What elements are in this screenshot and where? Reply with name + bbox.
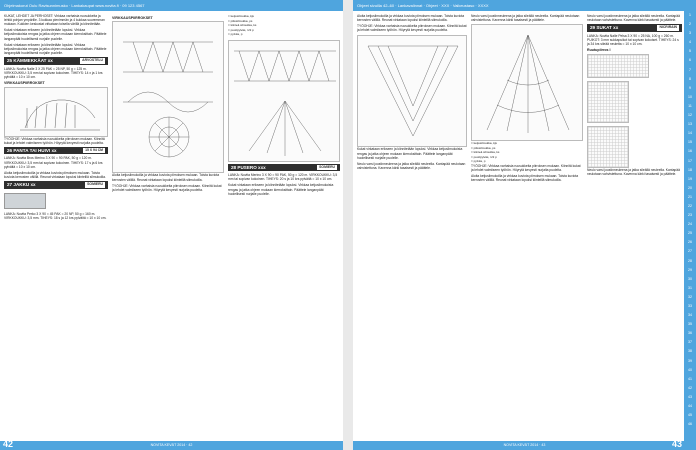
- rail-index-11: 11: [688, 103, 692, 108]
- header-bar-right: Ohjeet sivuilla 42–60 · Lankavalinnat · Ohjeet · XXX · Vaikeustaso · XXXX: [353, 0, 696, 11]
- rail-index-24: 24: [688, 222, 692, 227]
- body-text-8: TYÖOHJE: Virkkaa varhaisia ruusukkeita piirroksen mukaan. Kiinnitä kukat ja lehdet valmiiseen työhön. Höyrytä kevyesti nurjalta puolelta.: [357, 24, 467, 33]
- knit-chart-1: [587, 54, 649, 78]
- rail-index-23: 23: [688, 213, 692, 218]
- rail-index-36: 36: [688, 331, 692, 336]
- rail-index-14: 14: [688, 131, 692, 136]
- page-number-right: 43: [671, 438, 682, 449]
- section-25-header: 25 KÄMMEKKÄAT xx ARVOSTELU: [4, 57, 108, 65]
- crochet-diagram-25: [4, 87, 108, 137]
- rail-index-16: 16: [688, 149, 692, 154]
- body-text-1b: Kukat virkataan erikseen ja kiinnitetään lopuksi. Virkkaa ketjusilmukoista rengas ja jatka ohjeen mukaan kierroksittain. Päättele langanpäät huolellisesti nurjalle puolelle.: [4, 42, 107, 55]
- stitch-legend: [228, 14, 340, 37]
- rail-index-19: 19: [688, 176, 692, 181]
- rail-index-3: 3: [689, 31, 691, 36]
- body-text-14: Neulo varsi joustinneuleena ja jatka sileällä neuleella. Kantapää neulotaan vahvistettuna. Kavenna kärki tasaisesti ja päättele.: [587, 14, 680, 23]
- rail-index-44: 44: [688, 404, 692, 409]
- rail-index-34: 34: [688, 313, 692, 318]
- rail-index-7: 7: [689, 67, 691, 72]
- crochet-diagram-5: [471, 24, 583, 141]
- legend-entry: = kiinteä silmukka, ks: [228, 23, 257, 27]
- crochet-diagram-3: [228, 40, 340, 162]
- knit-chart-3: [587, 126, 629, 168]
- body-text-7: Aloita ketjusilmukoilla ja virkkaa kuviota piirroksen mukaan. Toista kuviota kerrosten välillä. Reunat virkataan lopuksi kiinteillä silmukoilla.: [357, 14, 465, 23]
- rail-index-46: 46: [688, 422, 692, 427]
- rail-index-4: 4: [689, 40, 691, 45]
- rail-index-42: 42: [688, 385, 692, 390]
- rail-index-21: 21: [688, 194, 692, 199]
- section-27-materials: LANKA: Novita Perko 3 X 90 = 45 PAK = 20 NP, 50 g = 160 m. VIRKKOUKKU: 3,5 mm. TIHEYS: 18 s ja 12 krs pylväitä = 10 x 10 cm.: [4, 211, 107, 220]
- rail-index-6: 6: [689, 58, 691, 63]
- knit-chart-2: [587, 81, 629, 123]
- left-column-1: [4, 14, 108, 438]
- body-text-15: Neulo varsi joustinneuleena ja jatka sileällä neuleella. Kantapää neulotaan vahvistettuna. Kavenna kärki tasaisesti ja päättele.: [587, 167, 680, 176]
- rail-index-39: 39: [688, 358, 692, 363]
- left-column-3: [228, 14, 340, 438]
- section-26-materials: LANKA: Novita Bros Merino 3 X 90 = 90 PAK, 50 g = 120 m. VIRKKOUKKU: 3,5 mm tai sopivan kokoinen. TIHEYS: 17 s ja 6 krs pylväitä = 10 x 10 cm.: [4, 156, 103, 169]
- legend-entry: = pylväs, p: [228, 32, 243, 36]
- rail-index-28: 28: [688, 258, 692, 263]
- rail-index-29: 29: [688, 267, 692, 272]
- rail-index-10: 10: [688, 94, 692, 99]
- body-text-6: Kukat virkataan erikseen ja kiinnitetään lopuksi. Virkkaa ketjusilmukoista rengas ja jatka ohjeen mukaan kierroksittain. Päättele langanpäät huolellisesti nurjalle puolelle.: [228, 183, 334, 196]
- diagram-25-label: VIRKKAUSPIIRROKSET: [4, 81, 45, 86]
- intro-text: KUKAT, LEHDET JA PERHOSET: Virkkaa varhaisia ruusukkeita ja lehtiä pohjan ympärille. 3 kukkaa pienimmän ja 4 kukkaa suuremman mukaan. Kukkien keskustat virkataan toisella värillä ja kiinnitetään.: [4, 14, 105, 27]
- stitch-legend-2: [471, 141, 583, 164]
- crochet-diagram-4: [357, 35, 467, 147]
- page-number-left: 42: [3, 438, 14, 449]
- section-25-materials: LANKA: Novita Nalle 3 X 25 PAK = 25 NP, 50 g = 125 m. VIRKKOUKKU: 3,5 mm tai sopivan kokoinen. TIHEYS: 14 x ja 1 krs pylväitä = 10 x 10 cm.: [4, 66, 103, 79]
- section-27-header: 27 JAKKU xx SOMIERU: [4, 181, 108, 189]
- rail-index-5: 5: [689, 49, 691, 54]
- rail-index-8: 8: [689, 76, 691, 81]
- rail-index-45: 45: [688, 413, 692, 418]
- left-column-2: [112, 14, 224, 438]
- legend-entry: = piilosilmukka, ps: [228, 18, 253, 23]
- rail-index-13: 13: [688, 122, 692, 127]
- rail-index-15: 15: [688, 140, 692, 145]
- rail-index-43: 43: [688, 394, 692, 399]
- rail-index-12: 12: [688, 113, 692, 118]
- index-rail: [684, 11, 696, 441]
- rail-index-9: 9: [689, 85, 691, 90]
- legend-entry: = kiinteä silmukka, ks: [471, 150, 500, 155]
- legend-entry: = ketjusilmukka, kjs: [228, 14, 254, 18]
- body-text-5: TYÖOHJE: Virkkaa varhaisia ruusukkeita piirroksen mukaan. Kiinnitä kukat ja lehdet valmiiseen työhön. Höyrytä kevyesti nurjalta puolelta.: [112, 183, 222, 192]
- body-text-4: Aloita ketjusilmukoilla ja virkkaa kuviota piirroksen mukaan. Toista kuviota kerrosten välillä. Reunat virkataan lopuksi kiinteillä silmukoilla.: [112, 173, 220, 182]
- rail-index-22: 22: [688, 203, 692, 208]
- crochet-diagram-main: [112, 21, 224, 173]
- body-text-13: Aloita ketjusilmukoilla ja virkkaa kuviota piirroksen mukaan. Toista kuviota kerrosten välillä. Reunat virkataan lopuksi kiinteillä silmukoilla.: [471, 173, 579, 183]
- right-column-3: [587, 14, 682, 438]
- diagram-label-2: VIRKKAUSPIIRROKSET: [112, 16, 153, 20]
- legend-entry: = piilosilmukka, ps: [471, 145, 496, 150]
- rail-index-32: 32: [688, 294, 692, 299]
- rail-index-33: 33: [688, 304, 692, 308]
- body-text-9: Kukat virkataan erikseen ja kiinnitetään lopuksi. Virkkaa ketjusilmukoista rengas ja jatka ohjeen mukaan kierroksittain. Päättele langanpäät huolellisesti nurjalle puolelle.: [357, 147, 463, 160]
- right-column-2: [471, 14, 583, 438]
- rail-index-27: 27: [688, 249, 692, 254]
- legend-entry: = pylväs, p: [471, 159, 486, 164]
- rail-index-17: 17: [688, 158, 692, 163]
- rail-index-31: 31: [688, 285, 692, 290]
- body-text-3: Aloita ketjusilmukoilla ja virkkaa kuviota piirroksen mukaan. Toista kuviota kerrosten välillä. Reunat virkataan lopuksi kiinteillä silmukoilla.: [4, 170, 106, 179]
- rail-index-37: 37: [688, 340, 692, 345]
- section-29-header: 29 SUKAT xx NICRIRAIN: [587, 24, 682, 32]
- footer-right: NOVITA KEVÄT 2014 · 43: [353, 441, 696, 450]
- rail-index-1: 1: [689, 13, 691, 17]
- section-28-header: 28 PUSERO xxx SOMIERU: [228, 164, 340, 172]
- rail-index-18: 18: [688, 167, 692, 172]
- rail-index-38: 38: [688, 349, 692, 354]
- rail-index-41: 41: [688, 376, 692, 381]
- footer-left: NOVITA KEVÄT 2014 · 42: [0, 441, 343, 450]
- rail-index-25: 25: [688, 231, 692, 236]
- rail-index-2: 2: [689, 22, 691, 27]
- rail-index-40: 40: [688, 367, 692, 372]
- right-column-1: [357, 14, 467, 438]
- section-28-materials: LANKA: Novita Merino 3 X 90 = 90 PAK, 50 g = 120 m. VIRKKOUKKU: 3,5 mm tai sopivan kokoinen. TIHEYS: 20 s ja 10 krs pylväitä = 10 x 10 cm.: [228, 173, 338, 182]
- jacket-sketch: [4, 193, 46, 209]
- header-bar-left: Ohjelmakorut Oulu Ravisunnimusko · Lankakaupat www.novita.fi · 09 123 4567: [0, 0, 343, 11]
- page-gutter: [343, 0, 353, 450]
- body-text-1: Kukat virkataan erikseen ja kiinnitetään lopuksi. Virkkaa ketjusilmukoista rengas ja jatka ohjeen mukaan kierroksittain. Päättele langanpäät huolellisesti nurjalle puolelle.: [4, 28, 107, 41]
- rail-index-35: 35: [688, 322, 692, 327]
- rail-index-30: 30: [688, 276, 692, 281]
- rail-index-20: 20: [688, 185, 692, 190]
- legend-entry: = puolipylväs, 1/2 p: [228, 27, 254, 32]
- rail-index-26: 26: [688, 240, 692, 245]
- body-text-2: TYÖOHJE: Virkkaa varhaisia ruusukkeita piirroksen mukaan. Kiinnitä kukat ja lehdet valmiiseen työhön. Höyrytä kevyesti nurjalta puolelta.: [4, 136, 105, 145]
- chart-label-29: Ruutupiirros I: [587, 48, 611, 53]
- legend-entry: = puolipylväs, 1/2 p: [471, 154, 497, 159]
- section-29-materials: LANKA: Novita Nalle Pelsa 3 X 90 = 25 NA, 100 g = 260 m. PUIKOT: 3 mm sukkapuikot tai sopivan kokoiset. TIHEYS: 24 s ja 34 krs sileää neuletta = 10 x 10 cm.: [587, 33, 679, 47]
- body-text-10: Neulo varsi joustinneuleena ja jatka sileällä neuleella. Kantapää neulotaan vahvistettuna. Kavenna kärki tasaisesti ja päättele.: [357, 161, 466, 170]
- section-26-header: 26 PANTA TAI HUIVI xx 15 X 94 CM: [4, 147, 108, 155]
- legend-entry: = ketjusilmukka, kjs: [471, 141, 497, 146]
- body-text-11: Neulo varsi joustinneuleena ja jatka sileällä neuleella. Kantapää neulotaan vahvistettuna. Kavenna kärki tasaisesti ja päättele.: [471, 14, 580, 23]
- body-text-12: TYÖOHJE: Virkkaa varhaisia ruusukkeita piirroksen mukaan. Kiinnitä kukat ja lehdet valmiiseen työhön. Höyrytä kevyesti nurjalta puolelta.: [471, 163, 581, 172]
